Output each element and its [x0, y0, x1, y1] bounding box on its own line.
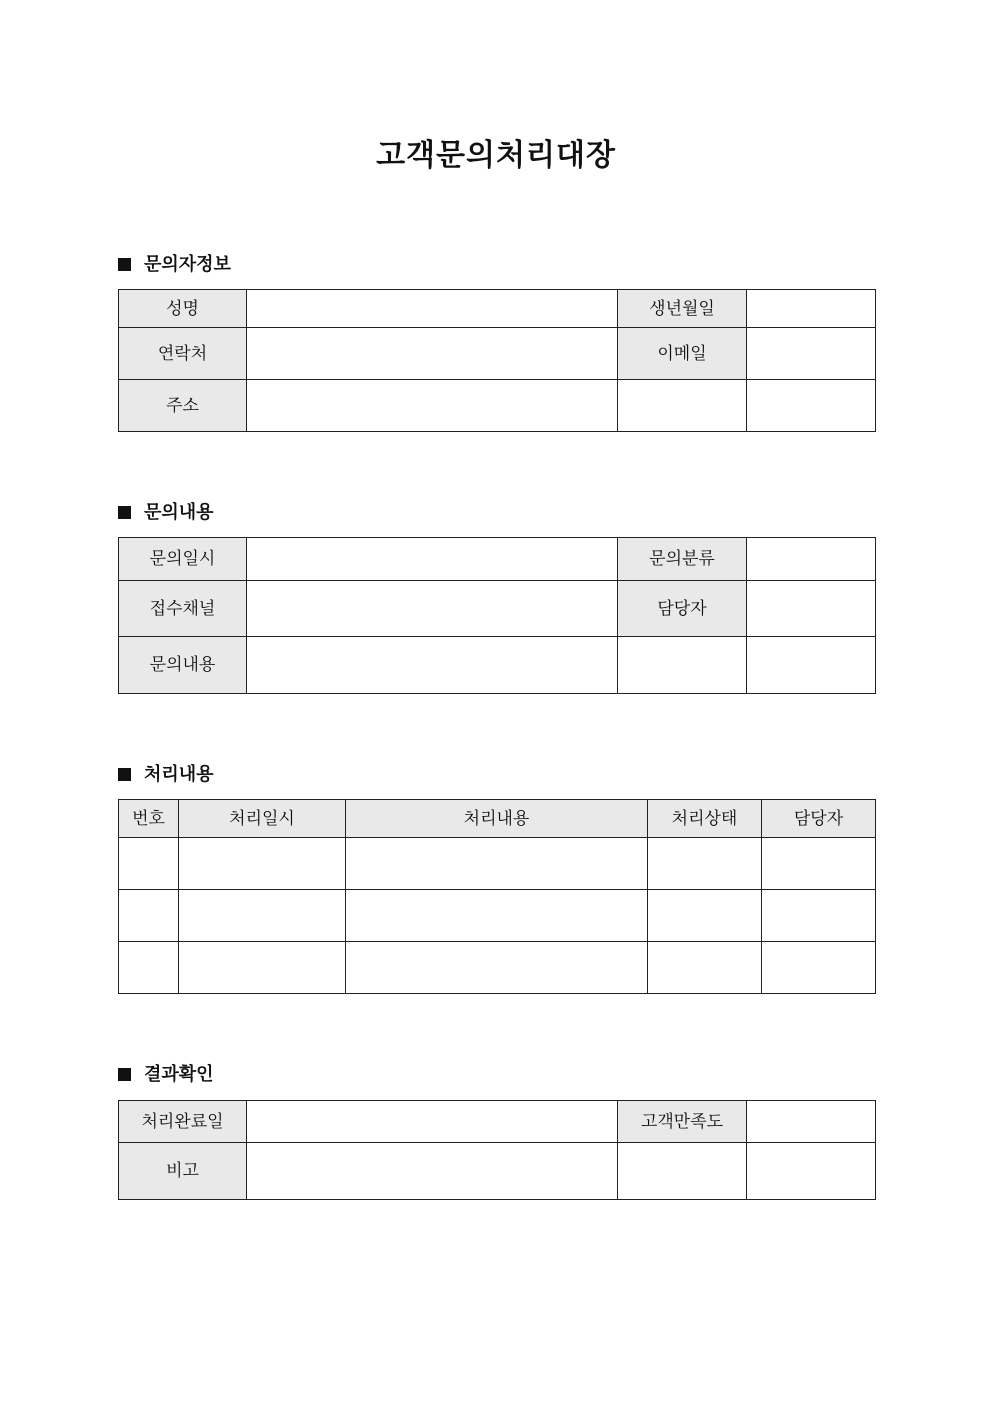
- column-header-content: 처리내용: [346, 800, 648, 838]
- section-heading-text: 문의자정보: [144, 254, 231, 275]
- status-cell[interactable]: [648, 942, 762, 994]
- datetime-cell[interactable]: [179, 942, 346, 994]
- manager-field[interactable]: [747, 581, 876, 637]
- section-heading-inquirer: [118, 253, 231, 277]
- content-cell[interactable]: [346, 838, 648, 890]
- blank-cell[interactable]: [747, 637, 876, 694]
- remarks-label: 비고: [119, 1143, 247, 1200]
- table-row: [119, 838, 876, 890]
- column-header-manager: 담당자: [762, 800, 876, 838]
- number-cell[interactable]: [119, 942, 179, 994]
- completion-date-field[interactable]: [247, 1101, 618, 1143]
- email-field[interactable]: [747, 328, 876, 380]
- manager-cell[interactable]: [762, 890, 876, 942]
- email-label: 이메일: [618, 328, 747, 380]
- square-bullet-icon: [118, 1068, 131, 1081]
- column-header-datetime: 처리일시: [179, 800, 346, 838]
- birthdate-field[interactable]: [747, 290, 876, 328]
- square-bullet-icon: [118, 506, 131, 519]
- inquiry-datetime-label: 문의일시: [119, 538, 247, 581]
- blank-cell[interactable]: [618, 380, 747, 432]
- blank-cell[interactable]: [747, 1143, 876, 1200]
- content-cell[interactable]: [346, 942, 648, 994]
- processing-table: [118, 799, 876, 994]
- number-cell[interactable]: [119, 890, 179, 942]
- contact-label: 연락처: [119, 328, 247, 380]
- blank-cell[interactable]: [747, 380, 876, 432]
- manager-cell[interactable]: [762, 838, 876, 890]
- blank-cell[interactable]: [618, 1143, 747, 1200]
- satisfaction-label: 고객만족도: [618, 1101, 747, 1143]
- section-heading-result: [118, 1063, 214, 1087]
- square-bullet-icon: [118, 768, 131, 781]
- inquiry-content-table: [118, 537, 876, 694]
- page-title: 고객문의처리대장: [376, 138, 616, 173]
- section-heading-inquiry: [118, 501, 214, 525]
- section-heading-text: 문의내용: [144, 502, 214, 523]
- satisfaction-field[interactable]: [747, 1101, 876, 1143]
- content-cell[interactable]: [346, 890, 648, 942]
- remarks-field[interactable]: [247, 1143, 618, 1200]
- contact-field[interactable]: [247, 328, 618, 380]
- result-table: [118, 1100, 876, 1200]
- inquirer-info-table: [118, 289, 876, 432]
- channel-field[interactable]: [247, 581, 618, 637]
- blank-cell[interactable]: [618, 637, 747, 694]
- name-field[interactable]: [247, 290, 618, 328]
- inquiry-category-label: 문의분류: [618, 538, 747, 581]
- column-header-number: 번호: [119, 800, 179, 838]
- inquiry-content-label: 문의내용: [119, 637, 247, 694]
- manager-cell[interactable]: [762, 942, 876, 994]
- section-heading-text: 결과확인: [144, 1064, 214, 1085]
- table-row: [119, 890, 876, 942]
- column-header-status: 처리상태: [648, 800, 762, 838]
- inquiry-category-field[interactable]: [747, 538, 876, 581]
- number-cell[interactable]: [119, 838, 179, 890]
- manager-label: 담당자: [618, 581, 747, 637]
- datetime-cell[interactable]: [179, 838, 346, 890]
- address-field[interactable]: [247, 380, 618, 432]
- birthdate-label: 생년월일: [618, 290, 747, 328]
- processing-header-row: [119, 800, 876, 838]
- square-bullet-icon: [118, 258, 131, 271]
- section-heading-text: 처리내용: [144, 764, 214, 785]
- completion-date-label: 처리완료일: [119, 1101, 247, 1143]
- name-label: 성명: [119, 290, 247, 328]
- status-cell[interactable]: [648, 838, 762, 890]
- channel-label: 접수채널: [119, 581, 247, 637]
- inquiry-content-field[interactable]: [247, 637, 618, 694]
- table-row: [119, 942, 876, 994]
- datetime-cell[interactable]: [179, 890, 346, 942]
- status-cell[interactable]: [648, 890, 762, 942]
- inquiry-datetime-field[interactable]: [247, 538, 618, 581]
- address-label: 주소: [119, 380, 247, 432]
- section-heading-processing: [118, 763, 214, 787]
